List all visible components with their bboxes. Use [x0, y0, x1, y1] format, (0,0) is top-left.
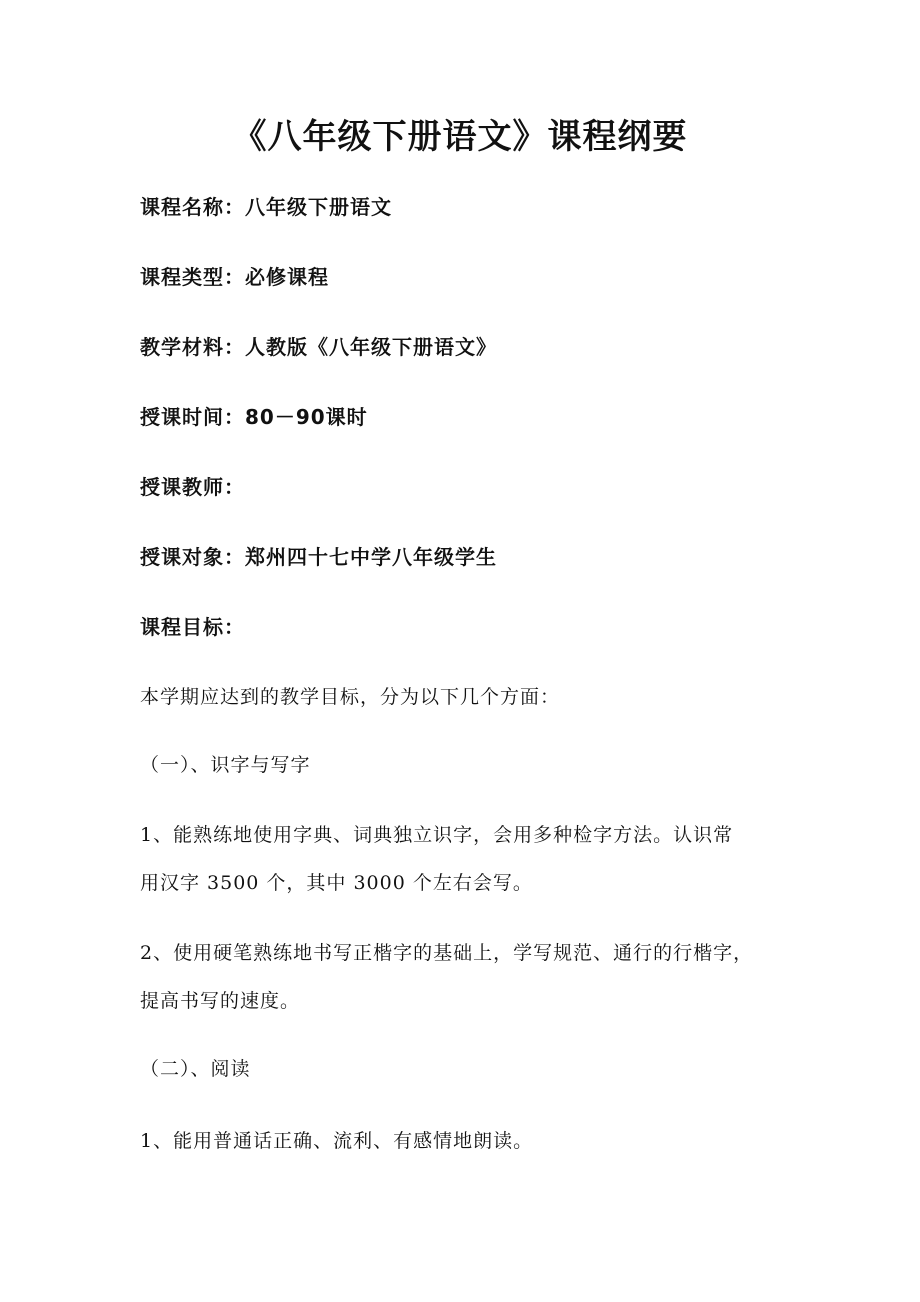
section-heading-literacy: （一）、识字与写字: [140, 754, 311, 776]
section-heading-reading: （二）、阅读: [140, 1058, 251, 1080]
field-value: 郑州四十七中学八年级学生: [245, 545, 497, 569]
list-item-line: 提高书写的速度。: [140, 990, 301, 1012]
field-label: 授课时间：: [140, 405, 245, 429]
field-value: 必修课程: [245, 265, 329, 289]
field-teaching-material: [140, 332, 497, 362]
field-label: 课程目标：: [140, 615, 245, 639]
field-course-goals: [140, 612, 245, 642]
field-audience: [140, 542, 497, 572]
list-item-line: 1、能用普通话正确、流利、有感情地朗读。: [140, 1130, 534, 1152]
field-label: 课程名称：: [140, 195, 245, 219]
field-teaching-time: [140, 402, 368, 432]
field-label: 课程类型：: [140, 265, 245, 289]
field-value: 80－90课时: [245, 405, 368, 429]
list-item-line: 用汉字 3500 个，其中 3000 个左右会写。: [140, 872, 533, 894]
field-course-name: [140, 192, 392, 222]
field-label: 教学材料：: [140, 335, 245, 359]
field-value: 八年级下册语文: [245, 195, 392, 219]
field-value: 人教版《八年级下册语文》: [245, 335, 497, 359]
field-course-type: [140, 262, 329, 292]
list-item-line: 1、能熟练地使用字典、词典独立识字，会用多种检字方法。认识常: [140, 824, 734, 846]
list-item-line: 2、使用硬笔熟练地书写正楷字的基础上，学写规范、通行的行楷字，: [140, 942, 754, 964]
intro-paragraph: 本学期应达到的教学目标，分为以下几个方面：: [140, 686, 561, 708]
field-label: 授课教师：: [140, 475, 245, 499]
document-title: 《八年级下册语文》课程纲要: [232, 117, 688, 157]
field-teacher: [140, 472, 245, 502]
field-label: 授课对象：: [140, 545, 245, 569]
